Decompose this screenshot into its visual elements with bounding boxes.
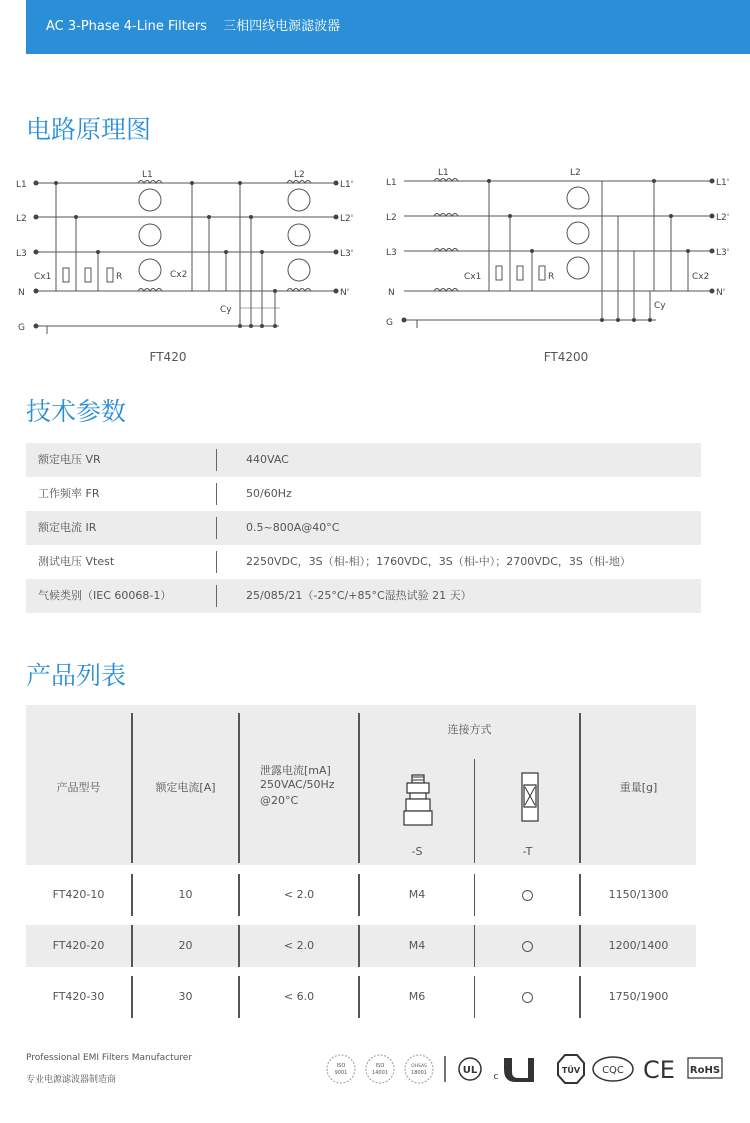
left-choke2-label: L2 bbox=[294, 170, 305, 180]
left-out-l3: L3' bbox=[340, 249, 354, 259]
tab-terminal-icon bbox=[520, 771, 540, 823]
left-cy-label: Cy bbox=[220, 305, 232, 315]
left-in-g: G bbox=[18, 323, 25, 333]
footer-tagline-cn: 专业电源滤波器制造商 bbox=[26, 1075, 117, 1085]
left-r-label: R bbox=[116, 272, 123, 282]
right-cy-label: Cy bbox=[654, 301, 666, 311]
right-r-label: R bbox=[548, 272, 555, 282]
right-in-l2: L2 bbox=[386, 213, 397, 223]
tuv-logo: TÜV bbox=[561, 1066, 581, 1075]
iso14001-number: 14001 bbox=[372, 1070, 388, 1076]
right-out-l2: L2' bbox=[716, 213, 730, 223]
circuit-diagram-ft420 bbox=[14, 160, 364, 350]
circuit-section-title: 电路原理图 bbox=[26, 115, 152, 144]
right-out-l1: L1' bbox=[716, 178, 730, 188]
products-section-title: 产品列表 bbox=[26, 661, 127, 690]
iso14001-logo: ISO bbox=[375, 1063, 385, 1069]
specs-section-title: 技术参数 bbox=[26, 397, 127, 426]
ft4200-caption: FT4200 bbox=[543, 350, 589, 364]
left-choke1-label: L1 bbox=[142, 170, 153, 180]
iso9001-number: 9001 bbox=[334, 1070, 348, 1076]
spec-table bbox=[26, 443, 701, 613]
available-circle-icon bbox=[522, 890, 533, 901]
cell-current: 30 bbox=[178, 990, 193, 1003]
header-connection: 连接方式 bbox=[447, 723, 492, 736]
left-out-l1: L1' bbox=[340, 180, 354, 190]
spec-row bbox=[26, 443, 701, 477]
spec-value: 50/60Hz bbox=[246, 487, 292, 500]
right-choke2-label: L2 bbox=[570, 168, 581, 178]
cell-conn-s: M6 bbox=[408, 990, 426, 1003]
header-model: 产品型号 bbox=[56, 781, 101, 794]
spec-value: 440VAC bbox=[246, 453, 289, 466]
cell-weight: 1750/1900 bbox=[608, 990, 669, 1003]
left-in-l3: L3 bbox=[16, 249, 27, 259]
right-cx2-label: Cx2 bbox=[692, 272, 710, 282]
header-current: 额定电流[A] bbox=[155, 781, 216, 794]
ohsas-number: 18001 bbox=[411, 1070, 427, 1076]
right-in-l3: L3 bbox=[386, 248, 397, 258]
cell-conn-s: M4 bbox=[408, 939, 426, 952]
table-row bbox=[26, 874, 696, 916]
table-row bbox=[26, 976, 696, 1018]
spec-row bbox=[26, 545, 701, 579]
right-choke1-label: L1 bbox=[438, 168, 449, 178]
header-title-cn: 三相四线电源滤波器 bbox=[223, 19, 341, 34]
left-in-n: N bbox=[18, 288, 25, 298]
cell-leakage: < 2.0 bbox=[283, 888, 315, 901]
cell-conn-t bbox=[476, 976, 579, 1018]
cell-current: 20 bbox=[178, 939, 193, 952]
available-circle-icon bbox=[522, 941, 533, 952]
product-table-header bbox=[26, 705, 696, 865]
cell-model: FT420-10 bbox=[52, 888, 105, 901]
table-row bbox=[26, 925, 696, 967]
spec-label: 工作频率 FR bbox=[38, 487, 100, 500]
right-cx1-label: Cx1 bbox=[464, 272, 482, 282]
iso9001-logo: ISO bbox=[336, 1063, 346, 1069]
spec-value: 2250VDC，3S（相-相）；1760VDC，3S（相-中）；2700VDC，3S（相-地） bbox=[246, 555, 631, 568]
cell-conn-t bbox=[476, 925, 579, 967]
spec-row bbox=[26, 477, 701, 511]
product-table bbox=[26, 705, 696, 1018]
header-leakage-1: 泄露电流[mA] bbox=[260, 764, 331, 777]
spec-value: 0.5~800A@40°C bbox=[246, 521, 340, 534]
right-out-n: N' bbox=[716, 288, 726, 298]
cell-leakage: < 2.0 bbox=[283, 939, 315, 952]
cell-model: FT420-30 bbox=[52, 990, 105, 1003]
cell-conn-t bbox=[476, 874, 579, 916]
screw-terminal-icon bbox=[402, 773, 434, 829]
rohs-logo: RoHS bbox=[689, 1065, 721, 1076]
header-weight: 重量[g] bbox=[619, 781, 658, 794]
spec-row bbox=[26, 511, 701, 545]
ur-mark-icon bbox=[504, 1058, 534, 1082]
ce-logo: CE bbox=[643, 1056, 675, 1084]
header-title-en: AC 3-Phase 4-Line Filters bbox=[46, 19, 207, 34]
available-circle-icon bbox=[522, 992, 533, 1003]
right-out-l3: L3' bbox=[716, 248, 730, 258]
cell-leakage: < 6.0 bbox=[283, 990, 315, 1003]
spec-label: 气候类别（IEC 60068-1） bbox=[38, 589, 172, 602]
left-cx2-label: Cx2 bbox=[170, 270, 188, 280]
left-cx1-label: Cx1 bbox=[34, 272, 52, 282]
left-in-l2: L2 bbox=[16, 214, 27, 224]
header-leakage-3: @20°C bbox=[260, 794, 299, 807]
ul-logo: UL bbox=[462, 1065, 478, 1076]
left-in-l1: L1 bbox=[16, 180, 27, 190]
header-bar bbox=[26, 0, 750, 54]
spec-row bbox=[26, 579, 701, 613]
spec-label: 额定电压 VR bbox=[38, 453, 101, 466]
circuit-diagram-ft4200 bbox=[382, 160, 736, 350]
cur-prefix: c bbox=[493, 1072, 499, 1082]
right-in-g: G bbox=[386, 318, 393, 328]
left-out-l2: L2' bbox=[340, 214, 354, 224]
cell-current: 10 bbox=[178, 888, 193, 901]
certification-logos bbox=[324, 1052, 724, 1086]
cqc-logo: CQC bbox=[602, 1065, 624, 1076]
header-leakage-2: 250VAC/50Hz bbox=[260, 778, 335, 791]
ohsas-logo: OHSAS bbox=[411, 1064, 427, 1069]
right-in-n: N bbox=[388, 288, 395, 298]
left-out-n: N' bbox=[340, 288, 350, 298]
spec-label: 额定电流 IR bbox=[38, 521, 97, 534]
header-conn-s: -S bbox=[411, 845, 423, 858]
spec-value: 25/085/21（-25°C/+85°C湿热试验 21 天） bbox=[246, 589, 472, 602]
cell-weight: 1150/1300 bbox=[608, 888, 669, 901]
right-in-l1: L1 bbox=[386, 178, 397, 188]
ft420-caption: FT420 bbox=[149, 350, 187, 364]
spec-label: 测试电压 Vtest bbox=[38, 555, 115, 568]
cell-weight: 1200/1400 bbox=[608, 939, 669, 952]
header-conn-t: -T bbox=[522, 845, 533, 858]
footer-tagline-en: Professional EMI Filters Manufacturer bbox=[26, 1053, 193, 1063]
cell-model: FT420-20 bbox=[52, 939, 105, 952]
cell-conn-s: M4 bbox=[408, 888, 426, 901]
